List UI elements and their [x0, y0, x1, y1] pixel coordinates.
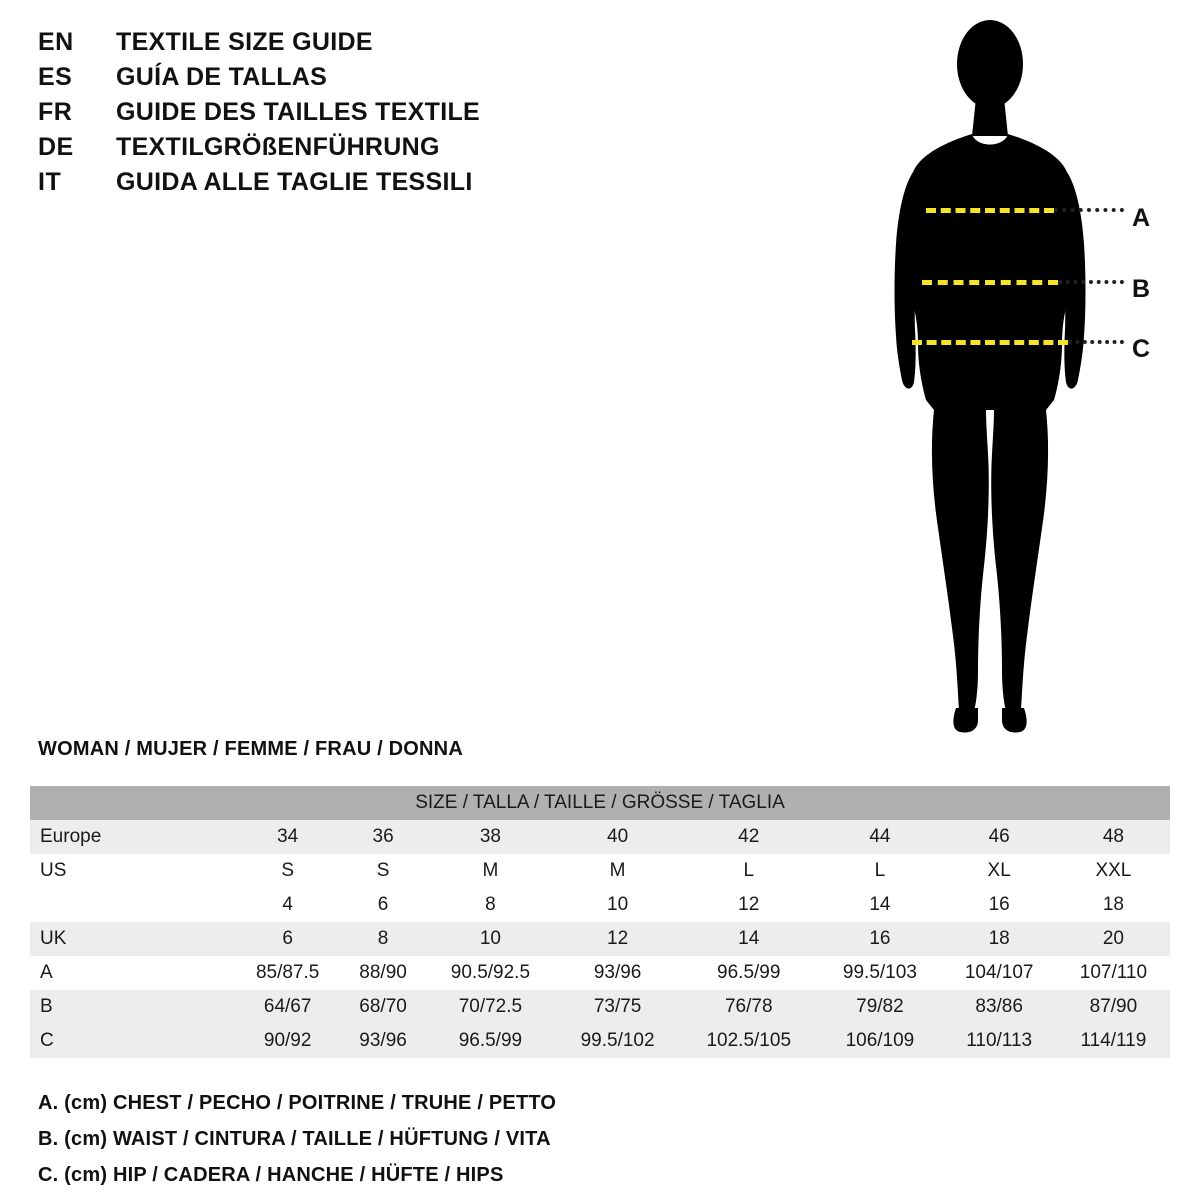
language-code: DE: [38, 133, 74, 161]
table-cell: 46: [942, 820, 1057, 854]
table-cell: 18: [1057, 888, 1170, 922]
table-row: [30, 990, 1170, 1024]
table-cell: 83/86: [942, 990, 1057, 1024]
table-cell: 90.5/92.5: [425, 956, 556, 990]
table-row: [30, 956, 1170, 990]
table-cell: 12: [679, 888, 818, 922]
table-cell: 10: [556, 888, 679, 922]
table-cell: 6: [341, 888, 425, 922]
language-code: ES: [38, 63, 73, 91]
table-cell: 73/75: [556, 990, 679, 1024]
table-cell: L: [679, 854, 818, 888]
legend-line-b: B. (cm) WAIST / CINTURA / TAILLE / HÜFTUNG / VITA: [38, 1128, 551, 1150]
measurement-legend: [38, 1092, 738, 1200]
hip-leader-line: [1068, 340, 1124, 344]
language-row-es: [38, 63, 598, 92]
table-cell: 99.5/103: [818, 956, 941, 990]
female-body-figure: [860, 18, 1190, 738]
row-label: A: [30, 956, 234, 990]
row-label: UK: [30, 922, 234, 956]
table-cell: 42: [679, 820, 818, 854]
table-header-row: [30, 786, 1170, 820]
measure-label-b: B: [1132, 275, 1151, 303]
table-cell: 40: [556, 820, 679, 854]
table-cell: 16: [942, 888, 1057, 922]
section-caption: WOMAN / MUJER / FEMME / FRAU / DONNA: [38, 738, 463, 760]
measure-label-a: A: [1132, 204, 1151, 232]
language-row-it: [38, 168, 598, 197]
table-row: [30, 820, 1170, 854]
table-cell: 16: [818, 922, 941, 956]
table-cell: S: [341, 854, 425, 888]
table-cell: 76/78: [679, 990, 818, 1024]
row-label: [30, 888, 234, 922]
language-title: GUÍA DE TALLAS: [116, 63, 328, 91]
table-cell: 20: [1057, 922, 1170, 956]
table-cell: 48: [1057, 820, 1170, 854]
table-cell: 107/110: [1057, 956, 1170, 990]
language-title: GUIDE DES TAILLES TEXTILE: [116, 98, 481, 126]
table-cell: 93/96: [341, 1024, 425, 1058]
language-title: TEXTILE SIZE GUIDE: [116, 28, 373, 56]
table-cell: 93/96: [556, 956, 679, 990]
language-title: GUIDA ALLE TAGLIE TESSILI: [116, 168, 473, 196]
table-cell: 88/90: [341, 956, 425, 990]
table-cell: 6: [234, 922, 341, 956]
table-cell: 79/82: [818, 990, 941, 1024]
language-title: TEXTILGRÖßENFÜHRUNG: [116, 133, 440, 161]
hip-measure-line: [912, 340, 1068, 345]
language-code: IT: [38, 168, 62, 196]
table-cell: 38: [425, 820, 556, 854]
row-label: Europe: [30, 820, 234, 854]
table-cell: XXL: [1057, 854, 1170, 888]
chest-leader-line: [1054, 208, 1124, 212]
table-cell: 96.5/99: [425, 1024, 556, 1058]
table-cell: 85/87.5: [234, 956, 341, 990]
table-row: [30, 888, 1170, 922]
table-cell: 4: [234, 888, 341, 922]
table-cell: M: [425, 854, 556, 888]
language-row-fr: [38, 98, 598, 127]
table-cell: XL: [942, 854, 1057, 888]
legend-line-c: C. (cm) HIP / CADERA / HANCHE / HÜFTE / HIPS: [38, 1164, 504, 1186]
language-code: FR: [38, 98, 73, 126]
body-silhouette-icon: [860, 18, 1190, 738]
table-cell: 90/92: [234, 1024, 341, 1058]
table-cell: 14: [679, 922, 818, 956]
row-label: C: [30, 1024, 234, 1058]
table-cell: 70/72.5: [425, 990, 556, 1024]
size-table: [30, 786, 1170, 1058]
table-cell: 110/113: [942, 1024, 1057, 1058]
waist-leader-line: [1058, 280, 1124, 284]
table-cell: 34: [234, 820, 341, 854]
language-title-block: [38, 28, 598, 203]
table-cell: 64/67: [234, 990, 341, 1024]
measure-label-c: C: [1132, 335, 1151, 363]
table-cell: 96.5/99: [679, 956, 818, 990]
table-cell: 14: [818, 888, 941, 922]
table-cell: 8: [425, 888, 556, 922]
row-label: US: [30, 854, 234, 888]
table-cell: 102.5/105: [679, 1024, 818, 1058]
table-row: [30, 854, 1170, 888]
table-cell: 99.5/102: [556, 1024, 679, 1058]
waist-measure-line: [922, 280, 1058, 285]
table-cell: 114/119: [1057, 1024, 1170, 1058]
language-code: EN: [38, 28, 74, 56]
table-cell: 87/90: [1057, 990, 1170, 1024]
language-row-en: [38, 28, 598, 57]
table-cell: 68/70: [341, 990, 425, 1024]
table-cell: M: [556, 854, 679, 888]
table-cell: 10: [425, 922, 556, 956]
table-cell: 106/109: [818, 1024, 941, 1058]
table-cell: 104/107: [942, 956, 1057, 990]
chest-measure-line: [926, 208, 1054, 213]
table-cell: 36: [341, 820, 425, 854]
table-cell: 12: [556, 922, 679, 956]
table-cell: L: [818, 854, 941, 888]
table-row: [30, 922, 1170, 956]
table-cell: 8: [341, 922, 425, 956]
table-cell: S: [234, 854, 341, 888]
table-header-label: SIZE / TALLA / TAILLE / GRÖSSE / TAGLIA: [30, 786, 1170, 820]
legend-line-a: A. (cm) CHEST / PECHO / POITRINE / TRUHE / PETTO: [38, 1092, 557, 1114]
row-label: B: [30, 990, 234, 1024]
table-row: [30, 1024, 1170, 1058]
language-row-de: [38, 133, 598, 162]
table-cell: 18: [942, 922, 1057, 956]
table-cell: 44: [818, 820, 941, 854]
